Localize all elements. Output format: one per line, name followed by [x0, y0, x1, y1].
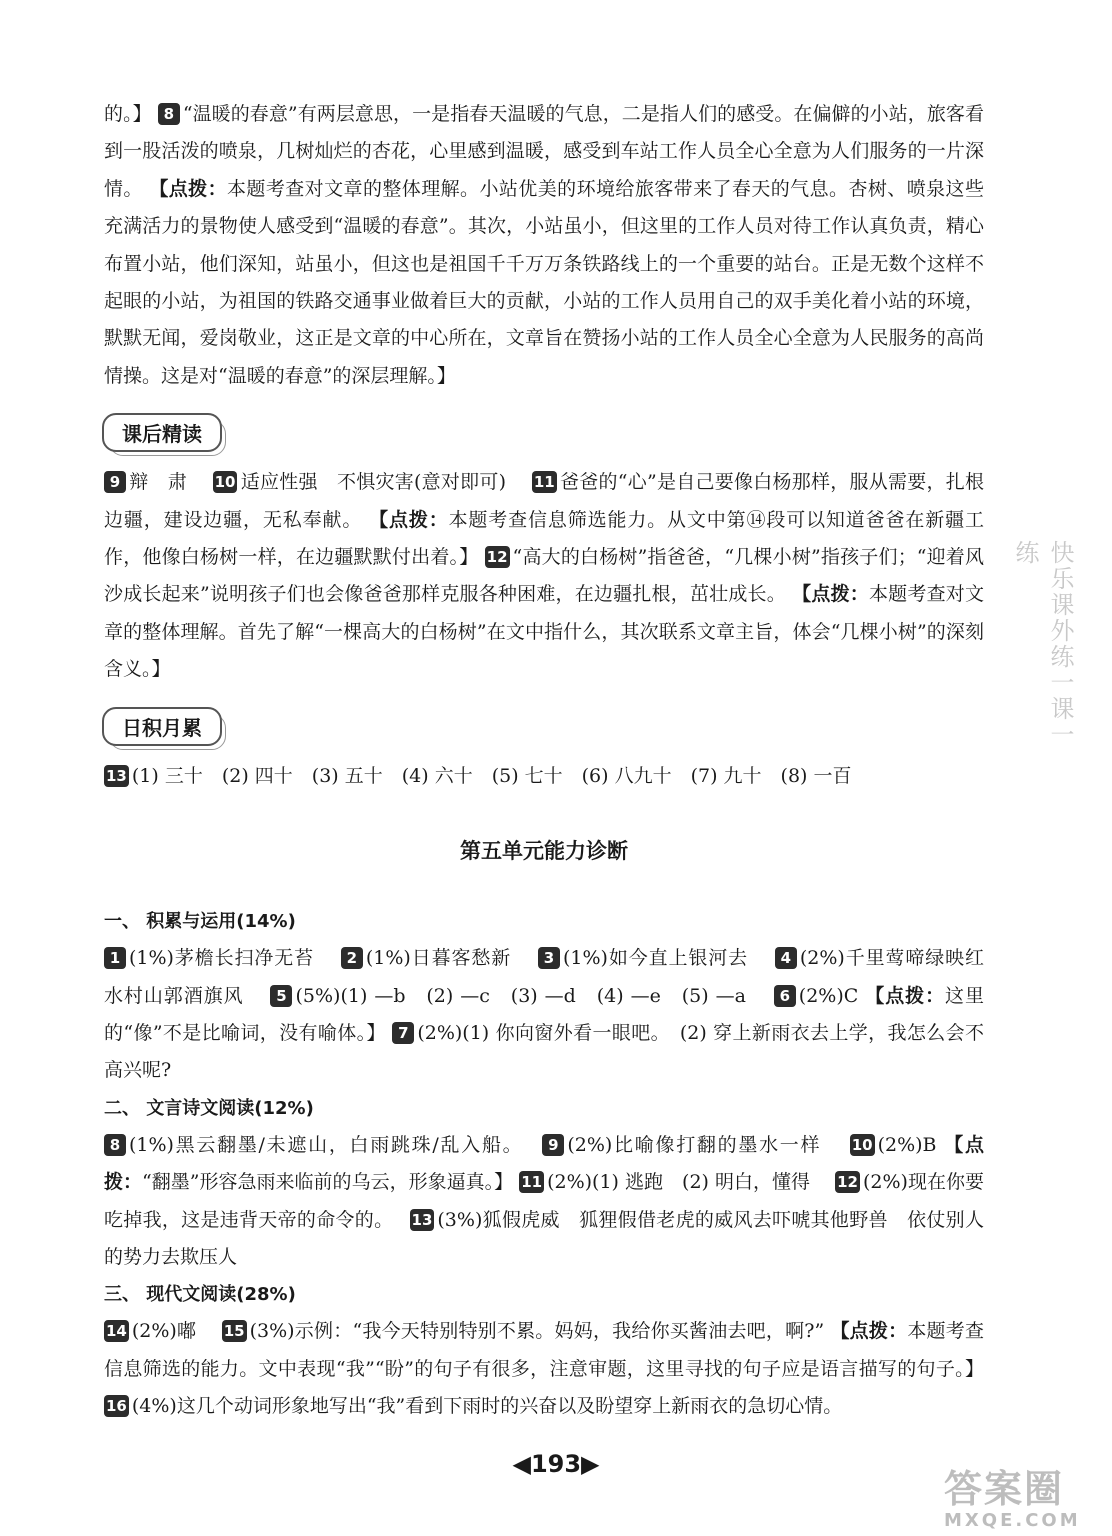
tip-label: 【点拨：	[792, 583, 869, 606]
question-number: 5	[270, 985, 292, 1007]
tip-text: 本题考查对文章的整体理解。小站优美的环境给旅客带来了春天的气息。杏树、喷泉这些充满活力的景物使人感受到“温暖的春意”。其次，小站虽小，但这里的工作人员对待工作认真负责，精心布置小站，他们深知，站虽小，但这也是祖国千千万万条铁路线上的一个重要的站台。正是无数个这样不起眼的小站，为祖国的铁路交通事业做着巨大的贡献，小站的工作人员用自己的双手美化着小站的环境，默默无闻，爱岗敬业，这正是文章的中心所在，文章旨在赞扬小站的工作人员全心全意为人民服务的高尚情操。这是对“温暖的春意”的深层理解。】	[104, 177, 984, 387]
answer-text: (1) 三十 (2) 四十 (3) 五十 (4) 六十 (5) 七十 (6) 八九十 (7) 九十 (8) 一百	[131, 764, 852, 787]
part-3-answers	[104, 1313, 984, 1425]
answer-text: (1%)如今直上银河去	[562, 947, 749, 970]
tip-label: 【点拨：	[369, 508, 449, 531]
answer-text: 辩 肃	[129, 471, 188, 494]
answer-block-13	[104, 758, 984, 795]
question-number: 3	[538, 947, 560, 969]
tip-text: 这里的“像”不是比喻词，没有喻体。】	[104, 984, 984, 1044]
answer-text: (1%)黑云翻墨/未遮山，白雨跳珠/乱入船。	[129, 1133, 514, 1156]
answer-text: (2%)现在你要吃掉我，这是违背天帝的命令的。	[104, 1171, 985, 1231]
part-2-answers	[104, 1127, 984, 1277]
question-number: 2	[341, 947, 363, 969]
answer-text: (2%)千里莺啼绿映红 水村山郭酒旗风	[104, 947, 1004, 1007]
question-number: 9	[542, 1134, 564, 1156]
question-number: 6	[774, 985, 796, 1007]
tip-text: 本题考查对文章的整体理解。首先了解“一棵高大的白杨树”在文中指什么，其次联系文章主旨，体会“几棵小树”的深刻含义。】	[104, 583, 984, 681]
tip-label: 【点拨：	[830, 1320, 908, 1343]
watermark-text: 答案圈	[944, 1467, 1065, 1511]
question-number: 10	[851, 1135, 873, 1154]
answer-text: (2%)C	[798, 984, 859, 1007]
part-heading-3: 三、 现代文阅读(28%)	[104, 1284, 296, 1306]
answer-text: (3%)示例：“我今天特别特别不累。妈妈，我给你买酱油去吧，啊?”	[249, 1320, 825, 1343]
question-number: 15	[223, 1322, 245, 1341]
tip-label: 【点拨：	[149, 177, 227, 200]
tip-label: 【点拨：	[104, 1133, 985, 1194]
question-number: 14	[106, 1322, 127, 1341]
tip-text: “翻墨”形容急雨来临前的乌云，形象逼真。】	[142, 1171, 514, 1194]
answer-text: (1%)茅檐长扫净无苔	[129, 947, 315, 970]
question-number: 8	[104, 1134, 126, 1156]
part-1-answers	[104, 940, 1004, 1090]
section-header-wrapper	[104, 405, 984, 464]
answer-block-9-12	[104, 464, 984, 688]
question-number: 11	[521, 1173, 543, 1192]
answer-text: (4%)这几个动词形象地写出“我”看到下雨时的兴奋以及盼望穿上新雨衣的急切心情。	[131, 1395, 843, 1418]
question-number: 13	[411, 1210, 433, 1229]
tip-label: 【点拨：	[865, 984, 946, 1007]
watermark-url: MXQE.COM	[944, 1510, 1081, 1531]
question-number: 11	[533, 473, 555, 492]
answer-text: (2%)嘟	[131, 1320, 197, 1343]
question-number: 16	[106, 1397, 127, 1416]
question-number: 12	[486, 548, 508, 567]
page-number: ◀193▶	[512, 1450, 600, 1478]
answer-text: (2%)(1) 逃跑 (2) 明白，懂得	[547, 1171, 811, 1194]
question-number: 9	[104, 471, 126, 493]
answer-text: “高大的白杨树”指爸爸，“几棵小树”指孩子们；“迎着风沙成长起来”说明孩子们也会像爸爸那样克服各种困难，在边疆扎根，茁壮成长。	[104, 546, 984, 606]
answer-text: (2%)B	[877, 1133, 937, 1156]
answer-text: (3%)狐假虎威 狐狸假借老虎的威风去吓唬其他野兽 依仗别人的势力去欺压人	[104, 1208, 984, 1268]
answer-text: 的。】	[104, 103, 152, 125]
question-number: 8	[158, 103, 180, 125]
answer-text: (5%)(1) —b (2) —c (3) —d (4) —e (5) —a	[295, 984, 746, 1007]
side-book-title: 快乐课外练一课一练	[1011, 540, 1074, 748]
answer-text: “温暖的春意”有两层意思，一是指春天温暖的气息，二是指人们的感受。在偏僻的小站，旅客看到一股活泼的喷泉，几树灿烂的杏花，心里感到温暖，感受到车站工作人员全心全意为人们服务的一片深情。	[104, 103, 984, 200]
section-header-riji: 日积月累	[102, 707, 222, 746]
answer-text: (1%)日暮客愁新	[365, 947, 512, 970]
question-number: 4	[775, 947, 797, 969]
unit-title: 第五单元能力诊断	[460, 839, 628, 864]
answer-text: (2%)(1) 你向窗外看一眼吧。 (2) 穿上新雨衣去上学，我怎么会不高兴呢?	[104, 1021, 984, 1082]
question-number: 13	[106, 766, 127, 785]
answer-text: 适应性强 不惧灾害(意对即可)	[240, 471, 507, 494]
question-number: 12	[837, 1173, 858, 1192]
page-content	[104, 96, 1004, 1426]
section-header-kehou: 课后精读	[102, 413, 222, 452]
watermark-logo	[944, 1468, 1112, 1536]
answer-block-8	[104, 96, 984, 395]
section-header-wrapper	[104, 699, 984, 758]
answer-text: 爸爸的“心”是自己要像白杨那样，服从需要，扎根边疆，建设边疆，无私奉献。	[104, 471, 984, 531]
answer-text: (2%)比喻像打翻的墨水一样	[567, 1133, 822, 1156]
question-number: 1	[104, 947, 126, 969]
tip-text: 本题考查信息筛选的能力。文中表现“我”“盼”的句子有很多，注意审题，这里寻找的句子应是语言描写的句子。】	[104, 1320, 984, 1380]
question-number: 7	[392, 1022, 414, 1044]
tip-text: 本题考查信息筛选能力。从文中第⑭段可以知道爸爸在新疆工作，他像白杨树一样，在边疆默默付出着。】	[104, 508, 984, 569]
part-heading-2: 二、 文言诗文阅读(12%)	[104, 1097, 314, 1119]
part-heading-1: 一、 积累与运用(14%)	[104, 911, 296, 933]
question-number: 10	[214, 473, 236, 492]
